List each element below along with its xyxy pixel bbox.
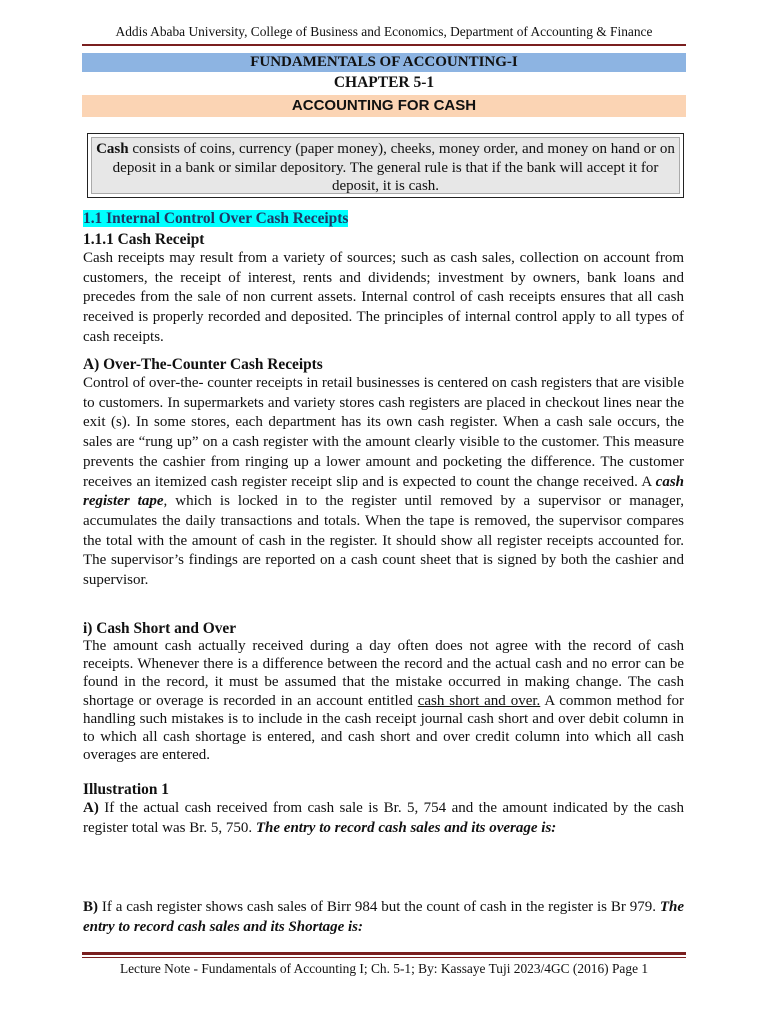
otc-text-1: Control of over-the- counter receipts in retail businesses is centered on cash registers that are visible to customers. In supermarkets and variety stores cash registers are placed in checkout lines near the exit (s). In some stores, each department has its own cash register. When a cash sale occurs, the sales are “rung up” on a cash register with the amount clearly visible to the customer. This measure prevents the cashier from ringing up a lower amount and pocketing the difference. The customer receives an itemized cash register receipt slip and is expected to count the change received. A <box>83 375 684 490</box>
illustration-b-text: If a cash register shows cash sales of Birr 984 but the count of cash in the register is Br 979. <box>98 899 660 915</box>
page-footer: Lecture Note - Fundamentals of Accounting I; Ch. 5-1; By: Kassaye Tuji 2023/4GC (2016) Page 1 <box>119 961 649 976</box>
page-header: Addis Ababa University, College of Business and Economics, Department of Accounting & Finance <box>115 24 653 39</box>
subsection-title: 1.1.1 Cash Receipt <box>83 231 205 248</box>
definition-box <box>87 133 684 198</box>
section-title <box>83 209 348 228</box>
illustration-a <box>83 799 684 838</box>
topic-title: ACCOUNTING FOR CASH <box>82 95 686 117</box>
chapter-title: CHAPTER 5-1 <box>333 74 435 91</box>
illustration-b-label: B) <box>83 899 98 915</box>
section-title-text: Internal Control Over Cash Receipts <box>106 210 349 227</box>
illustration-heading: Illustration 1 <box>83 781 169 798</box>
course-title: FUNDAMENTALS OF ACCOUNTING-I <box>82 53 686 72</box>
section-number: 1.1 <box>83 210 103 227</box>
definition-body: consists of coins, currency (paper money), cheeks, money order, and money on hand or on deposit in a bank or similar depository. The general rule is that if the bank will accept it for deposit, it is cash. <box>112 141 675 194</box>
definition-term: Cash <box>96 141 129 157</box>
definition-text <box>91 137 680 194</box>
short-over-text-1: The amount cash actually received during a day often does not agree with the record of cash receipts. Whenever there is a difference between the record and the actual cash and no error can be found in the record, it must be assumed that the mistake occurred in making change. The cash shortage or overage is recorded in an account entitled <box>83 638 684 709</box>
cash-receipt-paragraph: Cash receipts may result from a variety of sources; such as cash sales, collection on account from customers, the receipt of interest, rents and dividends; investment by owners, bank loans and precedes from the sale of non current assets. Internal control of cash receipts ensures that all cash received is properly recorded and deposited. The principles of internal control apply to all types of cash receipts. <box>83 250 684 345</box>
header-divider <box>82 44 686 46</box>
otc-paragraph <box>83 374 684 591</box>
otc-heading: A) Over-The-Counter Cash Receipts <box>83 356 323 373</box>
illustration-a-label: A) <box>83 800 99 816</box>
otc-text-2: , which is locked in to the register until removed by a supervisor or manager, accumulates the daily transactions and totals. When the tape is removed, the supervisor compares the total with the amount of cash in the register. It should show all register receipts accounted for. The supervisor’s findings are reported on a cash count sheet that is signed by both the cashier and supervisor. <box>83 493 684 589</box>
footer-divider-thin <box>82 957 686 958</box>
cash-short-over-paragraph <box>83 637 684 764</box>
illustration-a-text: If the actual cash received from cash sale is Br. 5, 754 and the amount indicated by the cash register total was Br. 5, 750. <box>83 800 684 836</box>
cash-short-over-heading: i) Cash Short and Over <box>83 620 237 637</box>
illustration-a-question: The entry to record cash sales and its overage is: <box>255 819 557 836</box>
illustration-b <box>83 898 684 937</box>
cash-register-tape-term: cash register tape <box>83 473 684 510</box>
short-over-text-2: A common method for handling such mistakes is to include in the cash receipt journal cash short and over debit column in to which all cash shortage is entered, and cash short and over credit column into which all cash overages are entered. <box>83 692 684 764</box>
account-name: cash short and over. <box>417 692 541 709</box>
footer-divider-thick <box>82 952 686 955</box>
illustration-b-question: The entry to record cash sales and its Shortage is: <box>83 899 684 935</box>
